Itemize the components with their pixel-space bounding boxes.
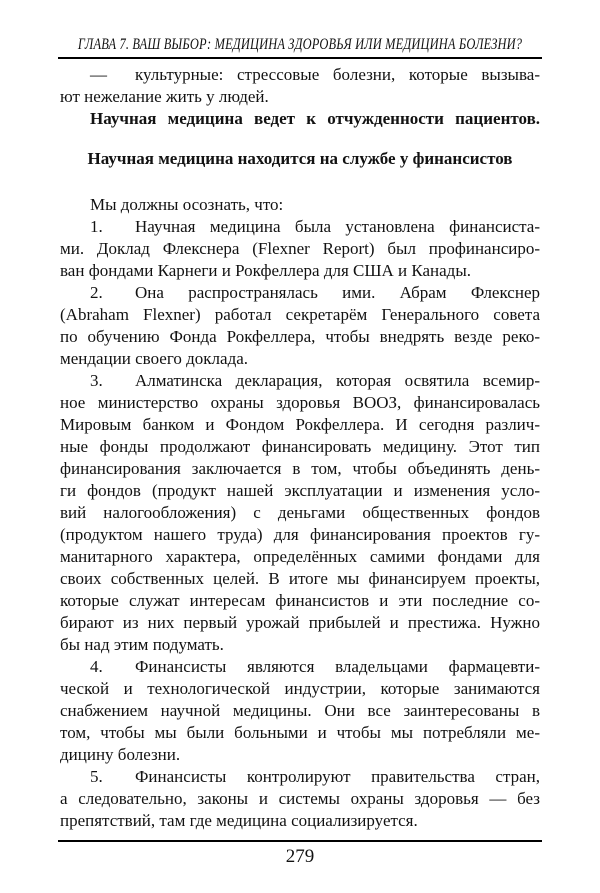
- text-line: манитарного характера, определённых самими фондами для: [60, 547, 540, 566]
- text-line: ют нежелание жить у людей.: [60, 87, 269, 106]
- paragraph: [60, 766, 540, 832]
- paragraph: [60, 282, 540, 370]
- text-line: том, чтобы мы были больными и чтобы мы потребляли ме-: [60, 723, 540, 742]
- text-line: бирают из них первый урожай прибылей и престижа. Нужно: [60, 613, 540, 632]
- list-marker: 5.: [90, 767, 103, 786]
- text-line: [60, 216, 540, 238]
- text-line: [60, 282, 540, 304]
- text-line: Научная медицина ведет к отчужденности пациентов.: [90, 109, 540, 128]
- text-line: ги фондов (продукт нашей эксплуатации и изменения усло-: [60, 481, 540, 500]
- line-text: Она распространялась ими. Абрам Флекснер: [135, 283, 540, 302]
- text-line: Мы должны осознать, что:: [90, 195, 284, 214]
- paragraph: [60, 656, 540, 766]
- footer-rule: [58, 840, 542, 842]
- page-footer: [58, 840, 542, 869]
- text-line: мендации своего доклада.: [60, 349, 249, 368]
- line-text: Алматинска декларация, которая освятила всемир-: [135, 371, 540, 390]
- text-line: ческой и технологической индустрии, которые занимаются: [60, 679, 540, 698]
- text-line: (продуктом нашего труда) для финансирования проектов гу-: [60, 525, 540, 544]
- text-line: которые служат интересам финансистов и эти последние со-: [60, 591, 540, 610]
- line-text: Финансисты контролируют правительства стран,: [135, 767, 540, 786]
- text-line: Мировым банком и Фондом Рокфеллера. И сегодня различ-: [60, 415, 540, 434]
- section-heading: Научная медицина находится на службе у финансистов: [87, 149, 513, 168]
- text-line: дицину болезни.: [60, 745, 181, 764]
- list-marker: —: [90, 65, 107, 84]
- text-line: [60, 64, 540, 86]
- list-marker: 3.: [90, 371, 103, 390]
- list-marker: 2.: [90, 283, 103, 302]
- paragraph: [60, 64, 540, 108]
- text-line: ные фонды продолжают финансировать медицину. Этот тип: [60, 437, 540, 456]
- running-header: ГЛАВА 7. ВАШ ВЫБОР: МЕДИЦИНА ЗДОРОВЬЯ ИЛИ МЕДИЦИНА БОЛЕЗНИ?: [77, 36, 523, 53]
- paragraph: [60, 108, 540, 130]
- text-line: (Abraham Flexner) работал секретарём Генерального совета: [60, 305, 540, 324]
- page-number: 279: [285, 846, 315, 867]
- text-line: [60, 370, 540, 392]
- line-text: культурные: стрессовые болезни, которые вызыва-: [135, 65, 540, 84]
- text-line: препятствий, там где медицина социализируется.: [60, 811, 418, 830]
- text-line: своих собственных целей. В итоге мы финансируем проекты,: [60, 569, 540, 588]
- text-line: [60, 766, 540, 788]
- text-line: бы над этим подумать.: [60, 635, 224, 654]
- text-line: финансирования заключается в том, чтобы объединять день-: [60, 459, 540, 478]
- text-line: по обучению Фонда Рокфеллера, чтобы внедрять везде реко-: [60, 327, 540, 346]
- text-line: ван фондами Карнеги и Рокфеллера для США и Канады.: [60, 261, 472, 280]
- text-block: [60, 64, 540, 832]
- list-marker: 1.: [90, 217, 103, 236]
- list-marker: 4.: [90, 657, 103, 676]
- text-line: [60, 656, 540, 678]
- line-text: Финансисты являются владельцами фармацевти-: [135, 657, 540, 676]
- text-line: ное министерство охраны здоровья ВООЗ, финансировалась: [60, 393, 540, 412]
- text-line: вий налогообложения) с деньгами общественных фондов: [60, 503, 540, 522]
- text-line: а следовательно, законы и системы охраны здоровья — без: [60, 789, 540, 808]
- paragraph: [60, 216, 540, 282]
- line-text: Научная медицина была установлена финансиста-: [135, 217, 540, 236]
- paragraph: [60, 370, 540, 656]
- header-rule: [58, 57, 542, 59]
- text-line: снабжением научной медицины. Они все заинтересованы в: [60, 701, 540, 720]
- paragraph: [60, 194, 540, 216]
- text-line: ми. Доклад Флекснера (Flexner Report) был профинансиро-: [60, 239, 540, 258]
